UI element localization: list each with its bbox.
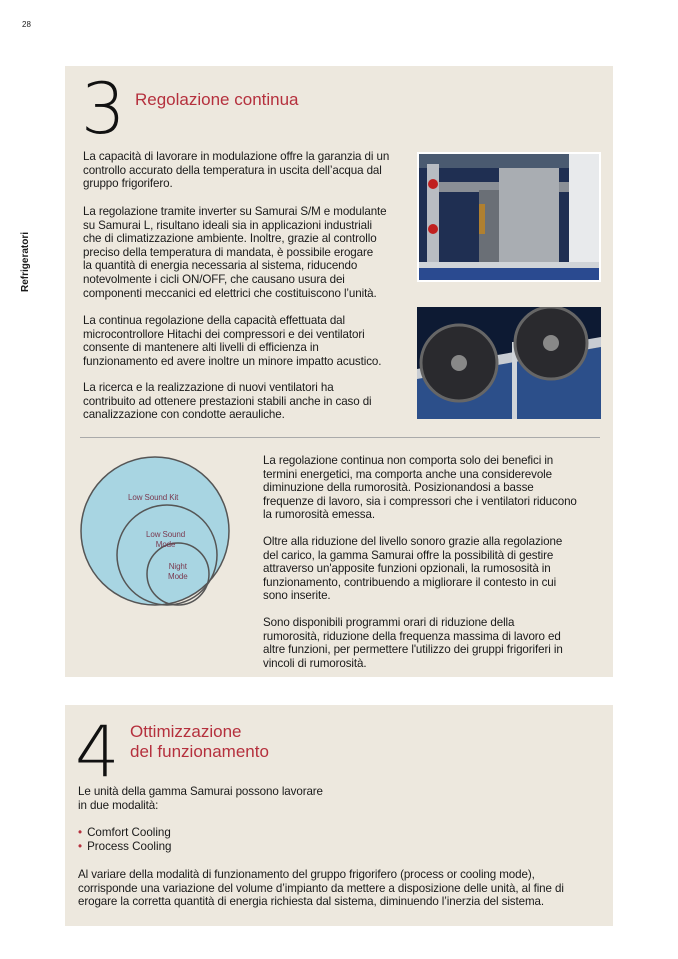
diagram-label-middle: Low Sound Mode <box>146 530 186 549</box>
fans-photo <box>417 307 601 419</box>
section-title: Ottimizzazione del funzionamento <box>130 722 269 761</box>
paragraph: La ricerca e la realizzazione di nuovi ventilatori ha contribuito ad ottenere prestazioni stabili anche in caso di canalizzazione con condotte aerauliche. <box>83 381 372 422</box>
list-item-label: Process Cooling <box>87 839 172 853</box>
paragraph: Al variare della modalità di funzionamento del gruppo frigorifero (process or cooling mode), corrisponde una variazione del volume d’impianto da mettere a disposizione delle unità, al fine di erogare la corretta quantità di energia richiesta dal sistema, diminuendo l’inerzia del sistema. <box>78 868 564 909</box>
diagram-label-inner: Night Mode <box>168 562 188 581</box>
paragraph: La regolazione continua non comporta solo dei benefici in termini energetici, ma comporta anche una considerevole diminuzione della rumorosità. Posizionandosi a basse frequenze di lavoro, sia i compressori che i ventilatori riducono la rumorosità emessa. <box>263 454 577 522</box>
chiller-interior-photo <box>417 152 601 282</box>
divider <box>80 437 600 438</box>
page-number: 28 <box>22 20 31 29</box>
bullet-icon: • <box>78 826 83 839</box>
diagram-label-outer: Low Sound Kit <box>128 493 179 502</box>
section-4-panel <box>65 705 613 926</box>
section-number: 3 <box>81 68 126 150</box>
sound-modes-diagram <box>78 454 238 614</box>
bullet-list <box>78 826 171 853</box>
list-item <box>78 840 171 854</box>
paragraph: Sono disponibili programmi orari di riduzione della rumorosità, riduzione della frequenza massima di lavoro ed altre funzioni, per permettere l'utilizzo dei gruppi frigoriferi in vincoli di rumorosità. <box>263 616 563 670</box>
paragraph: La regolazione tramite inverter su Samurai S/M e modulante su Samurai L, risultano ideali sia in applicazioni industriali che di climatizzazione ambiente. Inoltre, grazie al controllo preciso della temperatura di mandata, è possibile erogare la quantità di energia necessaria al sistema, riducendo notevolmente i cicli ON/OFF, che causano usura dei componenti meccanici ed elettrici che costituiscono l’unità. <box>83 205 387 300</box>
section-title: Regolazione continua <box>135 90 299 109</box>
paragraph: La continua regolazione della capacità effettuata dal microcontrollore Hitachi dei compressori e dei ventilatori consente di mantenere alti livelli di efficienza in funzionamento ed avere inoltre un minore impatto acustico. <box>83 314 382 368</box>
list-item <box>78 826 171 840</box>
paragraph: La capacità di lavorare in modulazione offre la garanzia di un controllo accurato della temperatura in uscita dell’acqua dal gruppo frigorifero. <box>83 150 390 191</box>
side-label: Refrigeratori <box>20 231 31 292</box>
paragraph: Le unità della gamma Samurai possono lavorare in due modalità: <box>78 785 323 812</box>
list-item-label: Comfort Cooling <box>87 826 171 839</box>
bullet-icon: • <box>78 839 83 853</box>
section-number: 4 <box>75 711 120 793</box>
paragraph: Oltre alla riduzione del livello sonoro grazie alla regolazione del carico, la gamma Samurai offre la possibilità di gestire attraverso un'apposite funzioni opzionali, la rumososità in funzionamento, contribuendo a migliorare il contesto in cui sono inserite. <box>263 535 563 603</box>
